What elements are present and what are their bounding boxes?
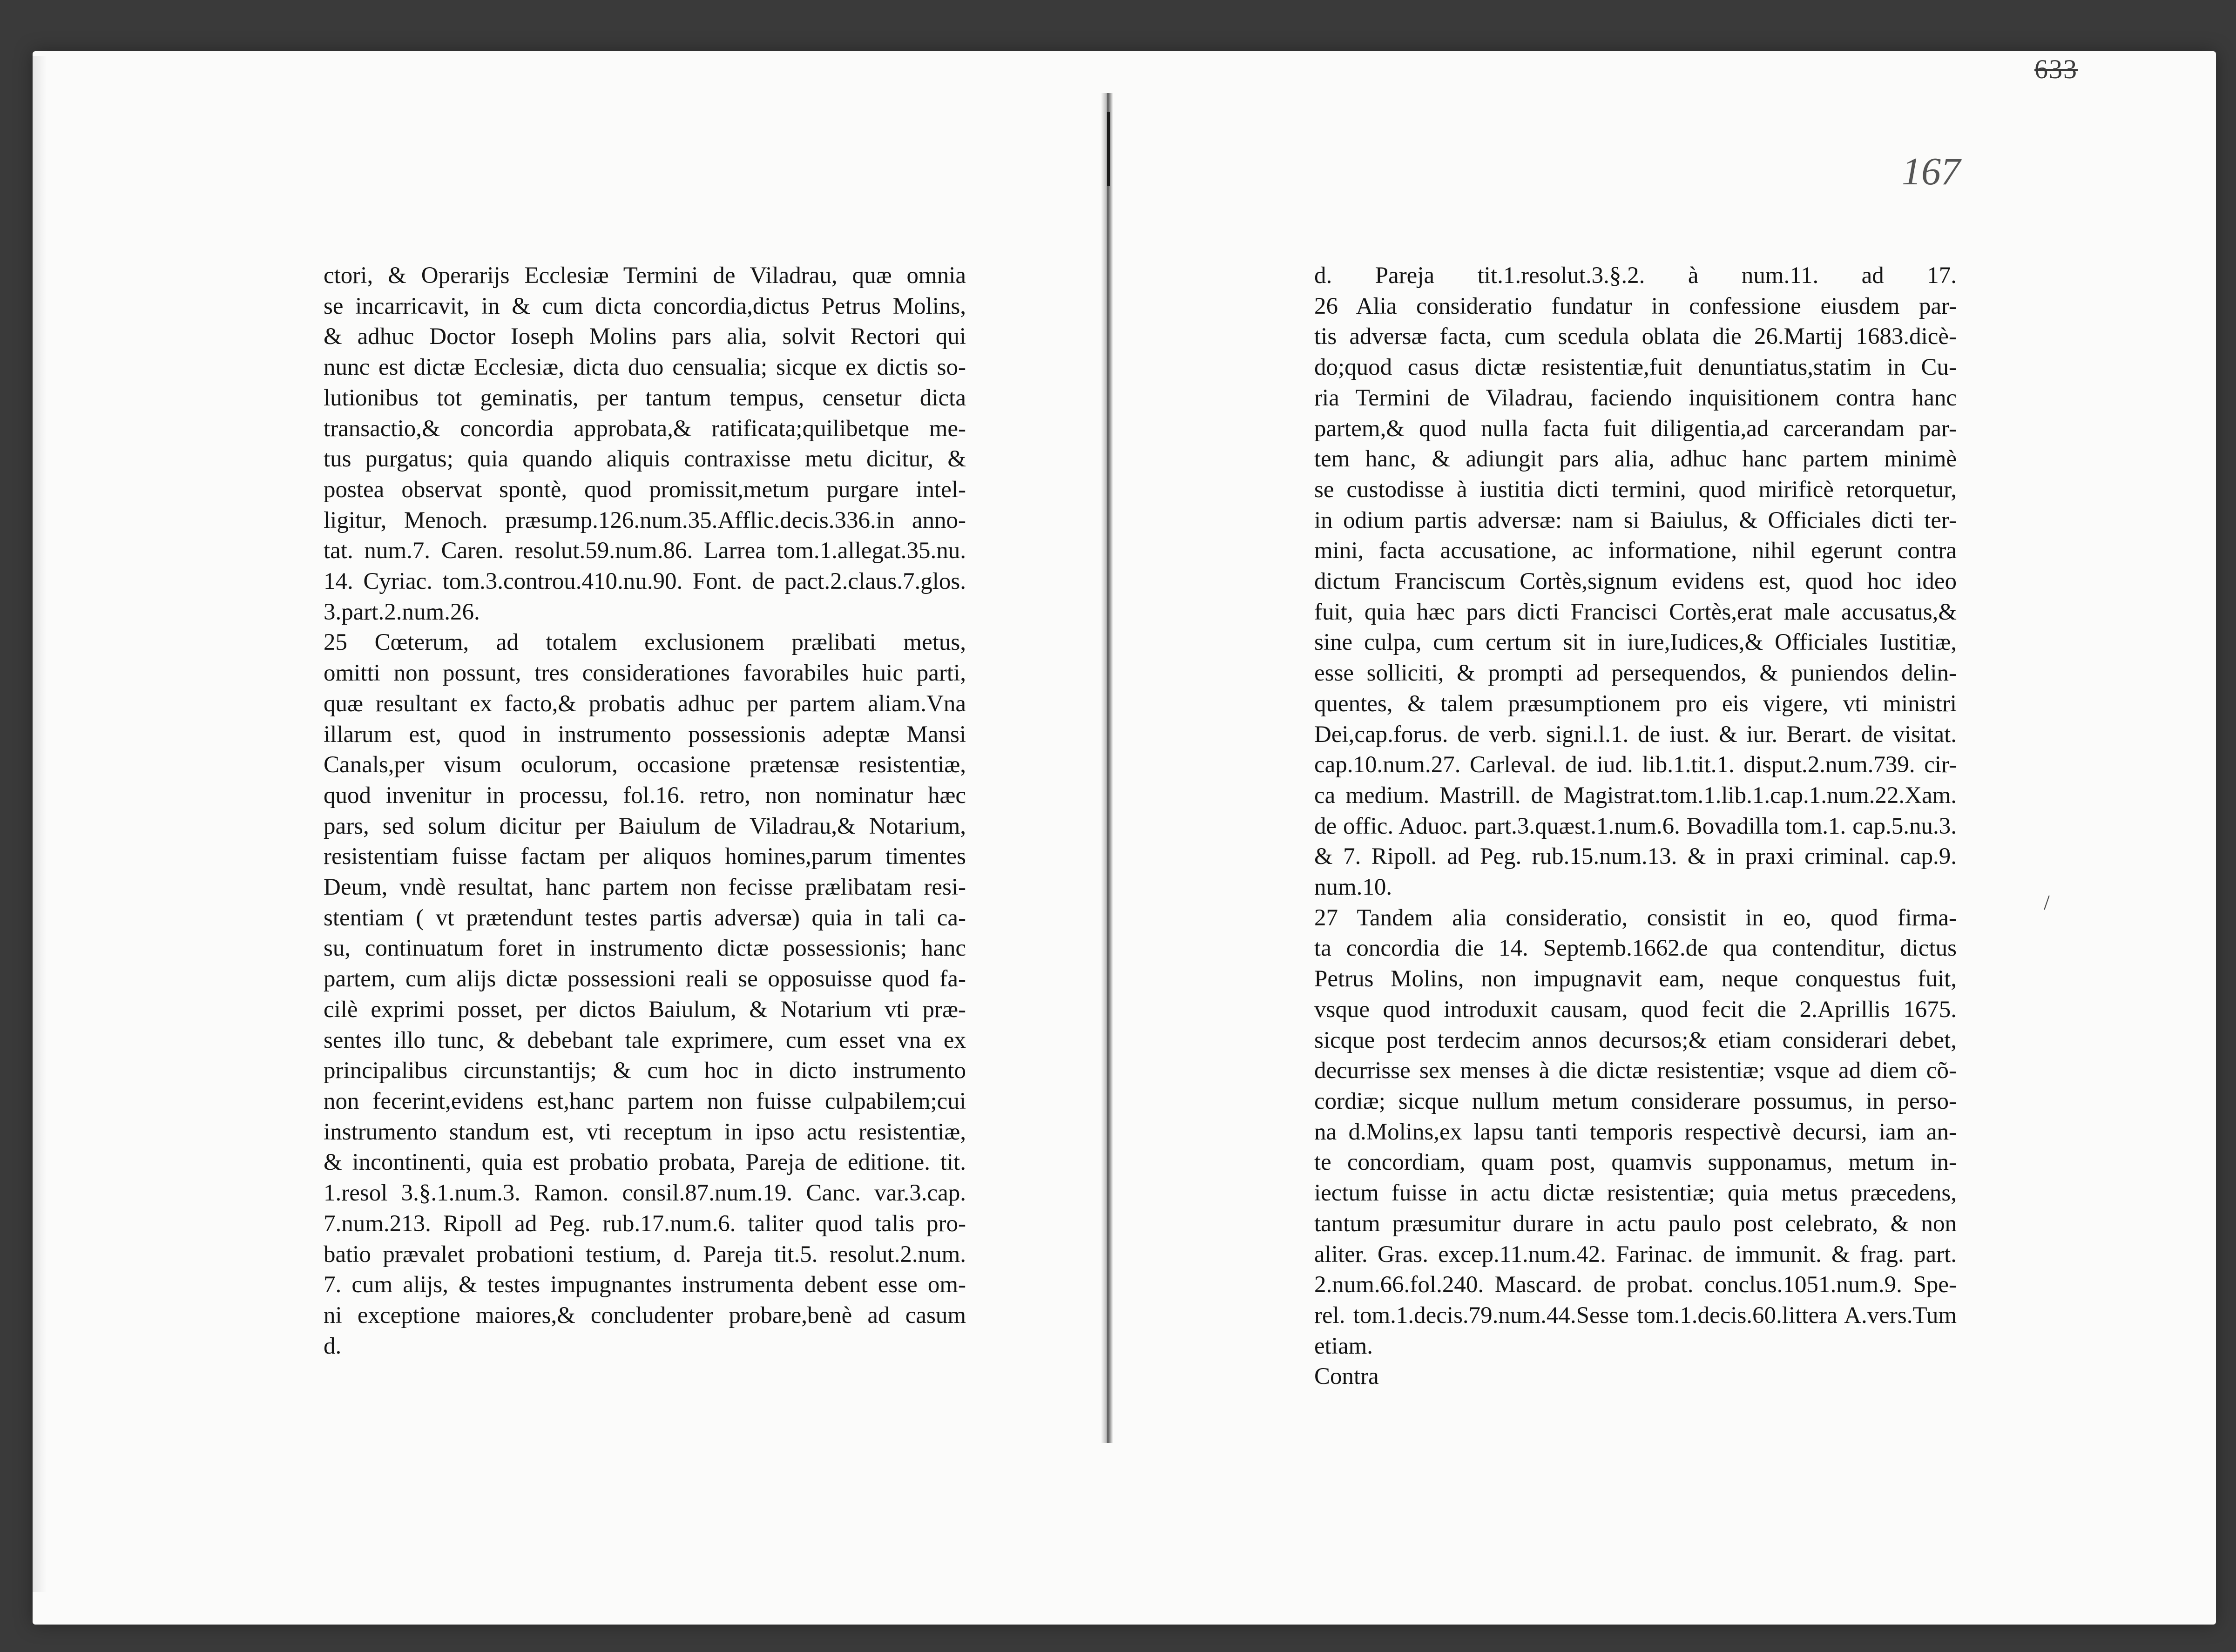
right-text-line: iectum fuisse in actu dictæ resistentiæ; quia metus præcedens, xyxy=(1314,1180,1957,1207)
left-text-line: Deum, vndè resultat, hanc partem non fecisse prælibatam resi- xyxy=(324,874,966,901)
right-text-line: in odium partis adversæ: nam si Baiulus, & Officiales dicti ter- xyxy=(1314,507,1957,533)
right-text-line: ca medium. Mastrill. de Magistrat.tom.1.lib.1.cap.1.num.22.Xam. xyxy=(1314,782,1957,809)
right-text-line: dictum Franciscum Cortès,signum evidens est, quod hoc ideo xyxy=(1314,568,1957,595)
left-text-line: omitti non possunt, tres considerationes favorabiles huic parti, xyxy=(324,660,966,687)
left-text-line: illarum est, quod in instrumento possessionis adeptæ Mansi xyxy=(324,721,966,748)
right-catchword: Contra xyxy=(1314,1363,1379,1390)
left-text-line: non fecerint,evidens est,hanc partem non fuisse culpabilem;cui xyxy=(324,1088,966,1114)
left-text-line: Canals,per visum oculorum, occasione prætensæ resistentiæ, xyxy=(324,752,966,778)
left-text-line: lutionibus tot geminatis, per tantum tempus, censetur dicta xyxy=(324,384,966,411)
right-text-line: cordiæ; sicque nullum metum considerare possumus, in perso- xyxy=(1314,1088,1957,1114)
right-text-line: Petrus Molins, non impugnavit eam, neque conquestus fuit, xyxy=(1314,966,1957,992)
left-text-line: sentes illo tunc, & debebant tale exprimere, cum esset vna ex xyxy=(324,1027,966,1053)
left-catchword: d. xyxy=(324,1333,342,1359)
left-text-line: su, continuatum foret in instrumento dictæ possessionis; hanc xyxy=(324,935,966,962)
right-page-text xyxy=(1314,261,1957,1392)
right-text-line: cap.10.num.27. Carleval. de iud. lib.1.tit.1. disput.2.num.739. cir- xyxy=(1314,752,1957,778)
left-text-line: tus purgatus; quia quando aliquis contraxisse metu dicitur, & xyxy=(324,446,966,472)
left-text-line: tat. num.7. Caren. resolut.59.num.86. Larrea tom.1.allegat.35.nu. xyxy=(324,538,966,564)
right-text-line: sine culpa, cum certum sit in iure,Iudices,& Officiales Iustitiæ, xyxy=(1314,629,1957,656)
handwritten-page-number: 167 xyxy=(1902,150,1960,193)
left-text-line: nunc est dictæ Ecclesiæ, dicta duo censualia; sicque ex dictis so- xyxy=(324,354,966,381)
left-text-line: ctori, & Operarijs Ecclesiæ Termini de Viladrau, quæ omnia xyxy=(324,263,966,289)
right-text-line: rel. tom.1.decis.79.num.44.Sesse tom.1.decis.60.littera A.vers.Tum xyxy=(1314,1302,1957,1328)
left-text-line: batio prævalet probationi testium, d. Pareja tit.5. resolut.2.num. xyxy=(324,1241,966,1268)
right-text-line: 26 Alia consideratio fundatur in confessione eiusdem par- xyxy=(1314,293,1957,319)
left-text-line: quæ resultant ex facto,& probatis adhuc per partem aliam.Vna xyxy=(324,690,966,717)
left-page-text xyxy=(324,261,966,1362)
right-text-line: vsque quod introduxit causam, quod fecit die 2.Aprillis 1675. xyxy=(1314,996,1957,1023)
left-text-line: se incarricavit, in & cum dicta concordia,dictus Petrus Molins, xyxy=(324,293,966,319)
right-text-line: partem,& quod nulla facta fuit diligentia,ad carcerandam par- xyxy=(1314,415,1957,442)
left-text-line: 7.num.213. Ripoll ad Peg. rub.17.num.6. taliter quod talis pro- xyxy=(324,1210,966,1237)
right-text-line: fuit, quia hæc pars dicti Francisci Cortès,erat male accusatus,& xyxy=(1314,599,1957,625)
left-text-line: pars, sed solum dicitur per Baiulum de Viladrau,& Notarium, xyxy=(324,813,966,839)
right-text-line: ta concordia die 14. Septemb.1662.de qua contenditur, dictus xyxy=(1314,935,1957,962)
right-text-line: do;quod casus dictæ resistentiæ,fuit denuntiatus,statim in Cu- xyxy=(1314,354,1957,381)
left-text-line: & incontinenti, quia est probatio probata, Pareja de editione. tit. xyxy=(324,1149,966,1176)
right-text-line: aliter. Gras. excep.11.num.42. Farinac. de immunit. & frag. part. xyxy=(1314,1241,1957,1268)
left-text-line: 3.part.2.num.26. xyxy=(324,599,480,625)
left-text-line: cilè exprimi posset, per dictos Baiulum, & Notarium vti præ- xyxy=(324,996,966,1023)
right-text-line: tem hanc, & adiungit pars alia, adhuc hanc partem minimè xyxy=(1314,446,1957,472)
right-text-line: tantum præsumitur durare in actu paulo post celebrato, & non xyxy=(1314,1210,1957,1237)
right-text-line: na d.Molins,ex lapsu tanti temporis respectivè decursi, iam an- xyxy=(1314,1119,1957,1145)
right-text-line: de offic. Aduoc. part.3.quæst.1.num.6. Bovadilla tom.1. cap.5.nu.3. xyxy=(1314,813,1957,839)
left-text-line: principalibus circunstantijs; & cum hoc in dicto instrumento xyxy=(324,1058,966,1084)
right-text-line: 2.num.66.fol.240. Mascard. de probat. conclus.1051.num.9. Spe- xyxy=(1314,1272,1957,1298)
margin-tick-mark: / xyxy=(2044,890,2050,914)
right-text-line: & 7. Ripoll. ad Peg. rub.15.num.13. & in praxi criminal. cap.9. xyxy=(1314,843,1957,870)
right-text-line: sicque post terdecim annos decursos;& etiam considerari debet, xyxy=(1314,1027,1957,1053)
left-text-line: 25 Cœterum, ad totalem exclusionem prælibati metus, xyxy=(324,629,966,656)
left-text-line: stentiam ( vt prætendunt testes partis adversæ) quia in tali ca- xyxy=(324,904,966,931)
right-text-line: quentes, & talem præsumptionem pro eis vigere, vti ministri xyxy=(1314,690,1957,717)
right-text-line: decurrisse sex menses à die dictæ resistentiæ; vsque ad diem cõ- xyxy=(1314,1058,1957,1084)
left-text-line: 14. Cyriac. tom.3.controu.410.nu.90. Font. de pact.2.claus.7.glos. xyxy=(324,568,966,595)
book-gutter xyxy=(1101,93,1113,1443)
left-text-line: & adhuc Doctor Ioseph Molins pars alia, solvit Rectori qui xyxy=(324,324,966,350)
left-text-line: ligitur, Menoch. præsump.126.num.35.Afflic.decis.336.in anno- xyxy=(324,507,966,533)
left-text-line: instrumento standum est, vti receptum in ipso actu resistentiæ, xyxy=(324,1119,966,1145)
right-text-line: num.10. xyxy=(1314,874,1392,901)
folio-number: 633 xyxy=(2034,54,2078,84)
left-text-line: ni exceptione maiores,& concludenter probare,benè ad casum xyxy=(324,1302,966,1328)
left-text-line: transactio,& concordia approbata,& ratificata;quilibetque me- xyxy=(324,415,966,442)
right-text-line: etiam. xyxy=(1314,1333,1373,1359)
right-text-line: d. Pareja tit.1.resolut.3.§.2. à num.11. ad 17. xyxy=(1314,263,1957,289)
left-text-line: 7. cum alijs, & testes impugnantes instrumenta debent esse om- xyxy=(324,1272,966,1298)
right-text-line: tis adversæ facta, cum scedula oblata die 26.Martij 1683.dicè- xyxy=(1314,324,1957,350)
right-text-line: mini, facta accusatione, ac informatione, nihil egerunt contra xyxy=(1314,538,1957,564)
left-page-edge xyxy=(33,56,47,1592)
right-text-line: te concordiam, quam post, quamvis supponamus, metum in- xyxy=(1314,1149,1957,1176)
left-text-line: 1.resol 3.§.1.num.3. Ramon. consil.87.num.19. Canc. var.3.cap. xyxy=(324,1180,966,1207)
right-text-line: ria Termini de Viladrau, faciendo inquisitionem contra hanc xyxy=(1314,384,1957,411)
binding-thread xyxy=(1107,112,1110,186)
right-text-line: esse solliciti, & prompti ad persequendos, & puniendos delin- xyxy=(1314,660,1957,687)
left-text-line: postea observat spontè, quod promissit,metum purgare intel- xyxy=(324,476,966,503)
left-text-line: resistentiam fuisse factam per aliquos homines,parum timentes xyxy=(324,843,966,870)
left-text-line: quod invenitur in processu, fol.16. retro, non nominatur hæc xyxy=(324,782,966,809)
left-text-line: partem, cum alijs dictæ possessioni reali se opposuisse quod fa- xyxy=(324,966,966,992)
right-text-line: 27 Tandem alia consideratio, consistit in eo, quod firma- xyxy=(1314,904,1957,931)
right-text-line: Dei,cap.forus. de verb. signi.l.1. de iust. & iur. Berart. de visitat. xyxy=(1314,721,1957,748)
right-text-line: se custodisse à iustitia dicti termini, quod mirificè retorquetur, xyxy=(1314,476,1957,503)
